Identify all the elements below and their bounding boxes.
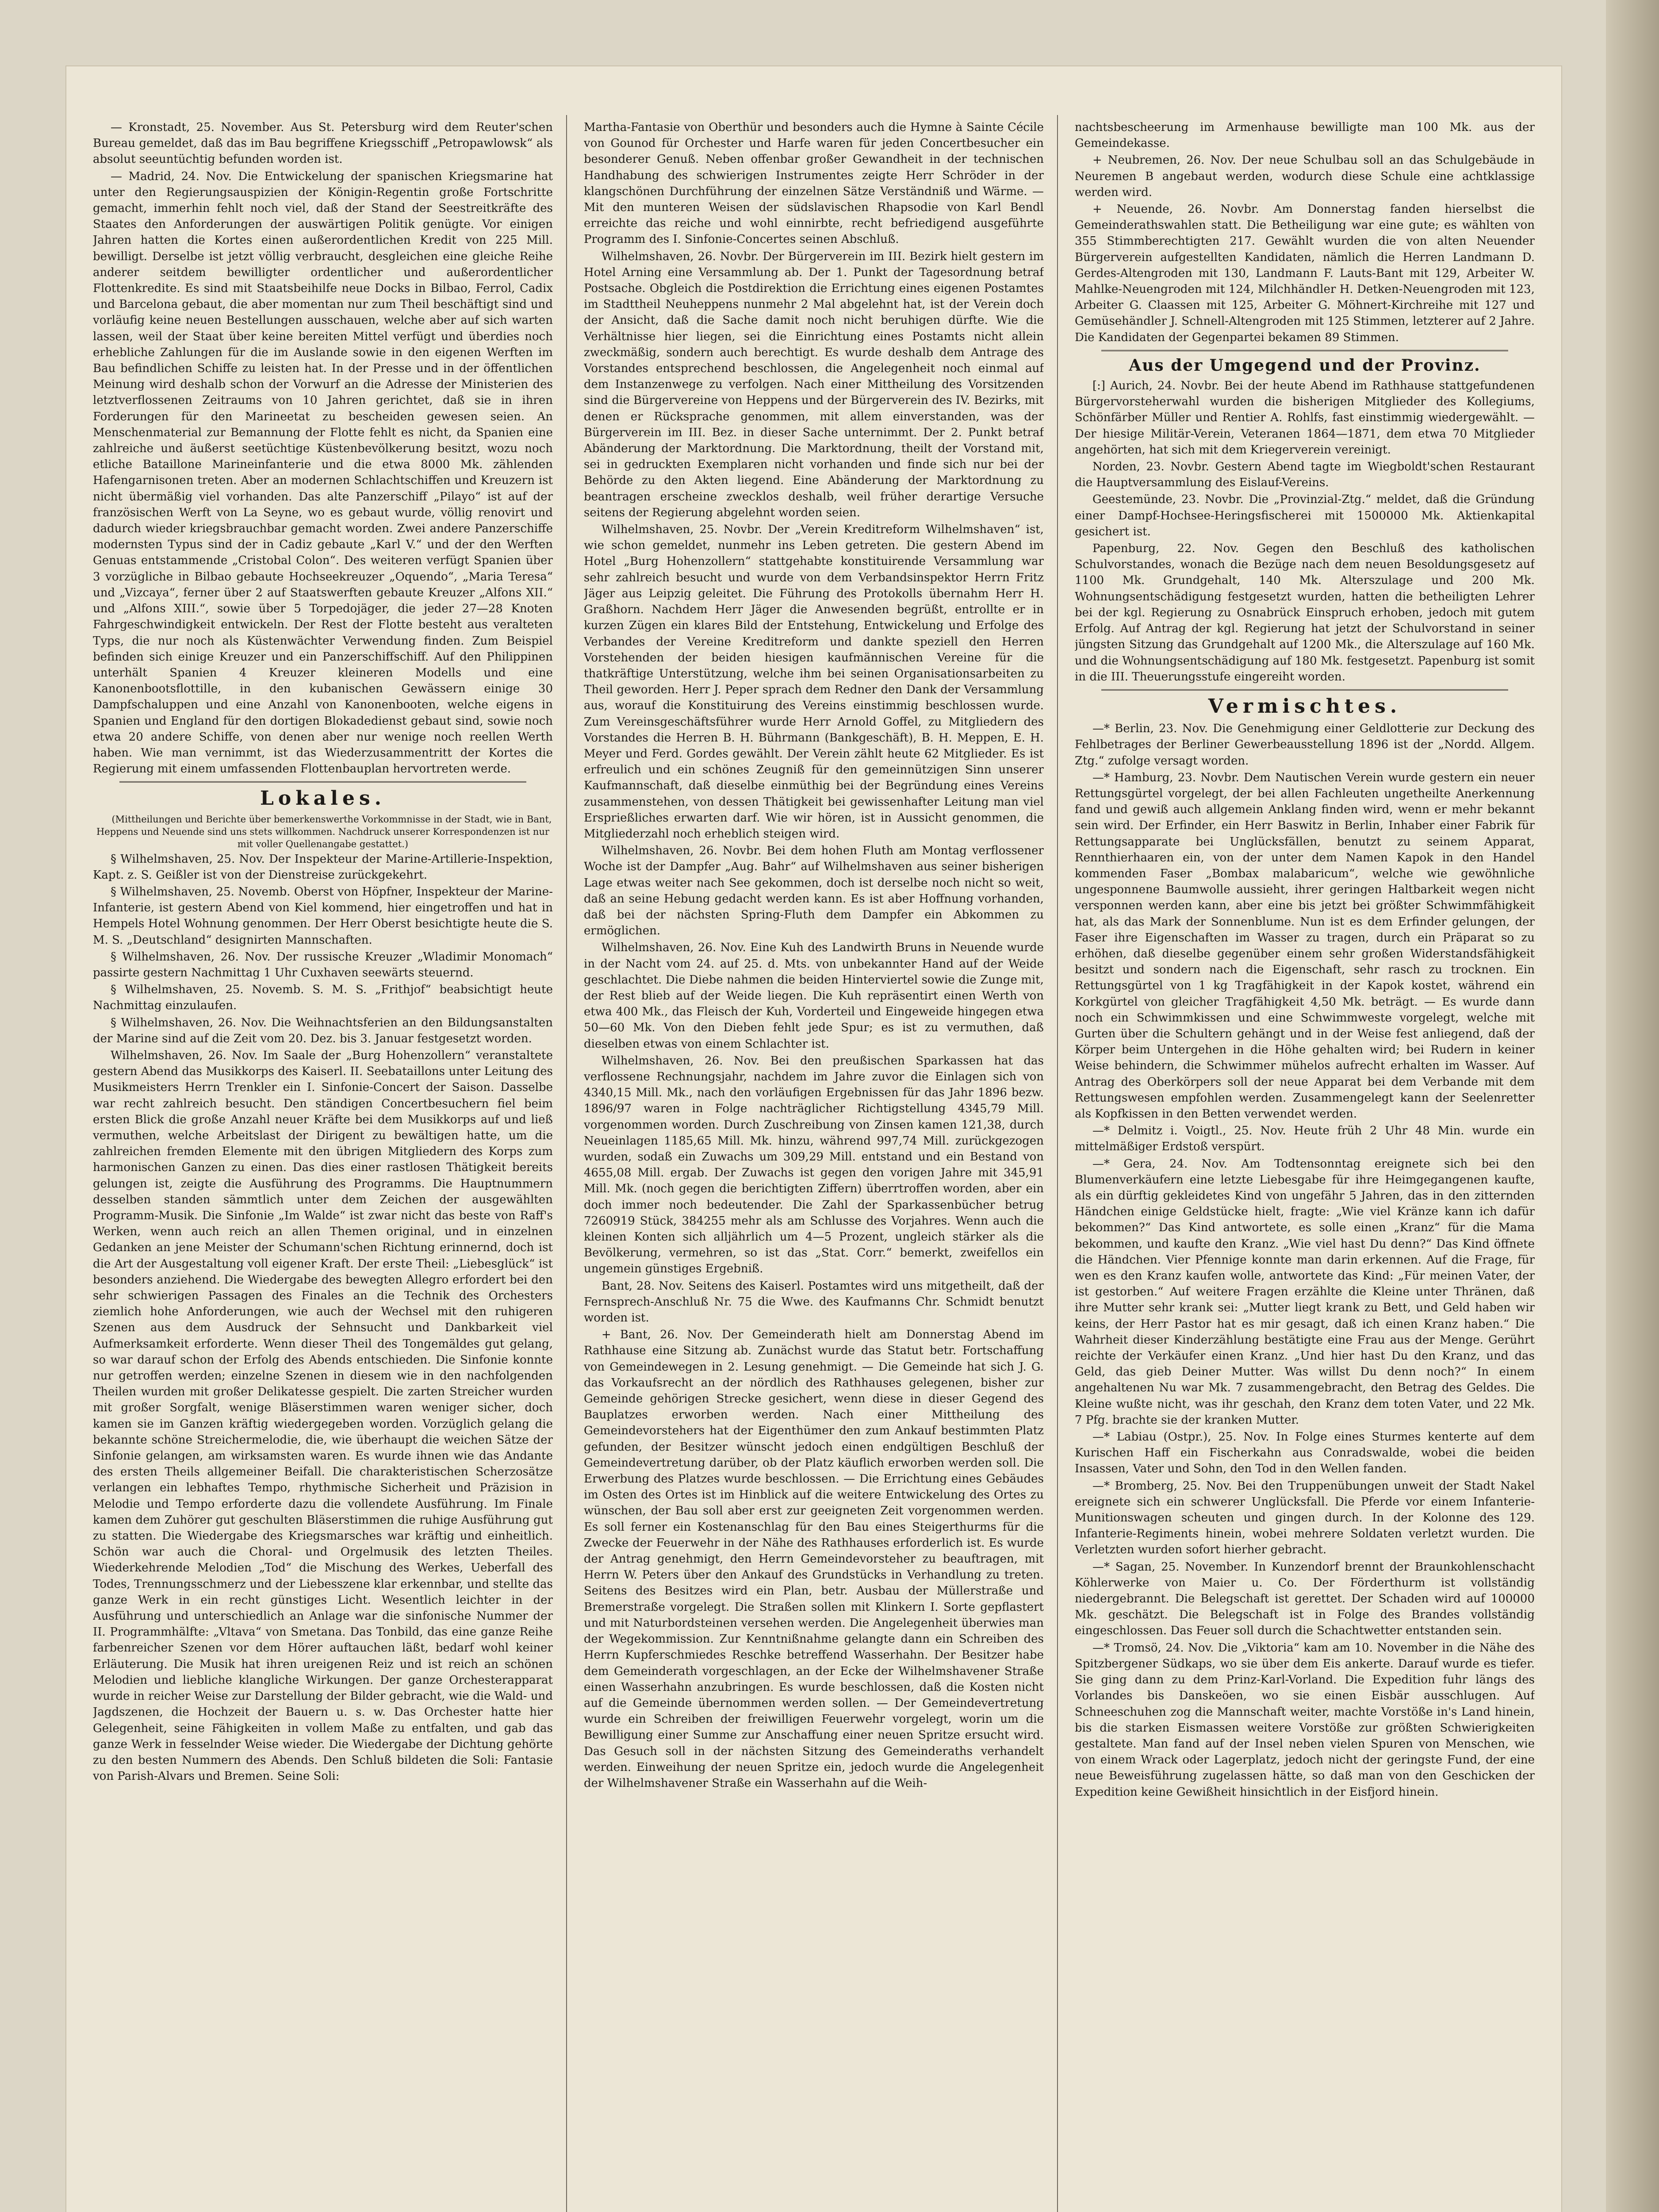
section-note: (Mittheilungen und Berichte über bemerkenswerthe Vorkommnisse in der Stadt, wie in Bant, Heppens und Neuende sind uns stets willkommen. Nachdruck unserer Korrespondenzen ist nur mit voller Quellenangabe gestattet.) xyxy=(96,814,552,849)
article-gera: —* Gera, 24. Nov. Am Todtensonntag ereignete sich bei den Blumenverkäufern eine letzte Liebesgabe für ihre Heimgegangenen kaufte, als ein dürftig gekleidetes Kind von ungefähr 5 Jahren, das in den zitternden Händchen einige Geldstücke hielt, fragte: „Wie viel Kränze kann ich dafür bekommen?“ Das Kind antwortete, es solle einen „Kranz“ für die Mama bekommen, und kaufte den Kranz. „Wie viel hast Du denn?“ Das Kind öffnete die Händchen. Vier Pfennige konnte man darin erkennen. Auf die Frage, für wen es den Kranz kaufen wolle, antwortete das Kind: „Für meinen Vater, der ist gestorben.“ Auf weitere Fragen erzählte die Kleine unter Thränen, daß ihre Mutter sehr krank sei: „Mutter liegt krank zu Bett, und Geld haben wir keins, der Herr Pastor hat es mir gesagt, daß ich einen Kranz haben.“ Die Wahrheit dieser Kinderzählung bestätigte eine Frau aus der Menge. Gerührt reichte der Verkäufer einen Kranz. „Und hier hast Du den Kranz, und das Geld, das gieb Deiner Mutter. Was willst Du denn noch?“ In einem angehaltenen Nu war Mk. 7 zusammengebracht, den Betrag des Geldes. Die Kleine wußte nicht, was ihr geschah, den Kranz dem toten Vater, und 22 Mk. 7 Pfg. brachte sie der kranken Mutter. xyxy=(1075,1157,1535,1427)
article-local: § Wilhelmshaven, 25. Nov. Der Inspekteur der Marine-Artillerie-Inspektion, Kapt. z. S. Geißler ist von der Dienstreise zurückgekehrt. xyxy=(93,852,553,882)
article-madrid: — Madrid, 24. Nov. Die Entwickelung der spanischen Kriegsmarine hat unter den Regierungsauspizien der Königin-Regentin große Fortschritte gemacht, immerhin fehlt noch viel, daß der Stand der Seestreitkräfte des Staates den Anforderungen der auswärtigen Politik genügte. Vor einigen Jahren hatten die Kortes einen außerordentlichen Kredit von 225 Mill. bewilligt. Derselbe ist jetzt völlig verbraucht, desgleichen eine gleiche Reihe anderer seitdem bewilligter ordentlicher und außerordentlicher Flottenkredite. Es sind mit Staatsbeihilfe neue Docks in Bilbao, Ferrol, Cadix und Barcelona gebaut, die aber momentan nur zum Theil beschäftigt sind und vorläufig keine neuen Bestellungen ausschauen, welche aber auf sich warten lassen, weil der Staat über keine bereiten Mittel verfügt und überdies noch erhebliche Zahlungen für die im Auslande sowie in den eigenen Werften im Bau befindlichen Schiffe zu leisten hat. In der Presse und in der öffentlichen Meinung wird deshalb schon der Vorwurf an die Adresse der Ministerien des letztverflossenen Zeitraums von 10 Jahren gerichtet, daß sie in ihren Forderungen für den Marineetat zu bescheiden gewesen seien. An Menschenmaterial zur Bemannung der Flotte fehlt es nicht, da Spanien eine zahlreiche und äußerst seetüchtige Küstenbevölkerung besitzt, wozu noch etliche Bataillone Marineinfanterie und die etwa 8000 Mk. zählenden Hafengarnisonen treten. Aber an modernen Schlachtschiffen und Kreuzern ist nicht übermäßig viel vorhanden. Das alte Panzerschiff „Pilayo“ ist auf der französischen Werft von La Seyne, wo es gebaut wurde, völlig renovirt und dadurch wieder kriegsbrauchbar gemacht worden. Zwei andere Panzerschiffe modernsten Typus sind der in Cadiz gebaute „Karl V.“ und der den Werften Genuas entstammende „Cristobal Colon“. Des weiteren verfügt Spanien über 3 vorzügliche in Bilbao gebaute Hochseekreuzer „Oquendo“, „Maria Teresa“ und „Vizcaya“, ferner über 2 auf Staatswerften gebaute Kreuzer „Alfons XII.“ und „Alfons XIII.“, sowie über 5 Torpedojäger, die jeder 27—28 Knoten Fahrgeschwindigkeit entwickeln. Der Rest der Flotte besteht aus veralteten Typs, die nur noch als Küstenwächter Verwendung finden. Zum Beispiel befinden sich einige Kreuzer und ein Panzerschiffschiff. Auf den Philippinen unterhält Spanien 4 Kreuzer kleineren Modells und eine Kanonenbootsflottille, in den kubanischen Gewässern einige 30 Dampfschaluppen und eine Anzahl von Kanonenbooten, welche eigens in Spanien und England für den dortigen Blokadedienst gebaut sind, sowie noch etwa 20 andere Schiffe, von denen aber nur wenige noch reellen Werth haben. Wie man vernimmt, ist das Wiederzusammentritt der Kortes die Regierung mit einem umfassenden Flottenbauplan hervortreten werde. xyxy=(93,169,553,776)
column-2 xyxy=(584,119,1044,2212)
article-bromberg: —* Bromberg, 25. Nov. Bei den Truppenübungen unweit der Stadt Nakel ereignete sich ein schwerer Unglücksfall. Die Pferde vor einem Infanterie-Munitionswagen scheuten und gingen durch. In der Kolonne des 129. Infanterie-Regiments hinein, wobei mehrere Soldaten verletzt wurden. Die Verletzten wurden sofort hierher gebracht. xyxy=(1075,1479,1535,1557)
article-papenburg: Papenburg, 22. Nov. Gegen den Beschluß des katholischen Schulvorstandes, wonach die Bezüge nach dem neuen Besoldungsgesetz auf 1100 Mk. Grundgehalt, 140 Mk. Alterszulage und 200 Mk. Wohnungsentschädigung festgesetzt wurden, hatten die betheiligten Lehrer bei der kgl. Regierung zu Osnabrück Einspruch erhoben, jedoch mit gutem Erfolg. Auf Antrag der kgl. Regierung hat jetzt der Schulvorstand in seiner jüngsten Sitzung das Grundgehalt auf 1200 Mk., die Alterszulage auf 160 Mk. und die Wohnungsentschädigung auf 180 Mk. festgesetzt. Papenburg ist somit in die III. Theuerungsstufe eingereiht worden. xyxy=(1075,542,1535,684)
newspaper-page xyxy=(66,66,1561,2212)
page-edge-shadow xyxy=(1606,0,1659,2212)
article-concert: Wilhelmshaven, 26. Nov. Im Saale der „Burg Hohenzollern“ veranstaltete gestern Abend das Musikkorps des Kaiserl. II. Seebataillons unter Leitung des Musikmeisters Herrn Trenkler ein I. Sinfonie-Concert der Saison. Dasselbe war recht zahlreich besucht. Den ständigen Concertbesuchern fiel beim ersten Blick die große Anzahl neuer Kräfte bei dem Musikkorps auf und ließ vermuthen, welche Arbeitslast der Dirigent zu bewältigen hatte, um die zahlreichen fremden Elemente mit den übrigen Mitgliedern des Korps zum harmonischen Ganzen zu einen. Das dies einer rastlosen Thätigkeit bereits gelungen ist, zeigte die Ausführung des Programms. Die Hauptnummern desselben standen sämmtlich unter dem Zeichen der ausgewählten Programm-Musik. Die Sinfonie „Im Walde“ ist zwar nicht das beste von Raff's Werken, wenn auch reich an allen Themen original, und in einzelnen Gedanken an jene Meister der Schumann'schen Richtung erinnernd, doch ist die Art der Ausgestaltung voll eigener Kraft. Der erste Theil: „Liebesglück“ ist besonders anziehend. Die Wiedergabe des bewegten Allegro erfordert bei den sehr schwierigen Passagen des Finales an die Technik des Orchesters ziemlich hohe Anforderungen, wie auch der Wechsel mit den ruhigeren Szenen aus dem Ausdruck der Sehnsucht und Dankbarkeit viel Aufmerksamkeit erforderte. Wenn dieser Theil des Tongemäldes gut gelang, so war darauf schon der Erfolg des Abends entschieden. Die Sinfonie konnte nur getroffen werden; einzelne Szenen in diesem wie in den nachfolgenden Theilen wurden mit großer Delikatesse gespielt. Die zarten Streicher wurden mit großer Sorgfalt, wenige Bläserstimmen waren weniger sicher, doch kamen sie im Ganzen kräftig wiedergegeben worden. Vorzüglich gelang die bekannte schöne Streichermelodie, die, wie überhaupt die weichen Sätze der Sinfonie gelangen, am wirksamsten waren. Es wurde ihnen wie das Andante des ersten Theils allgemeiner Beifall. Die charakteristischen Scherzosätze verlangen ein lebhaftes Tempo, rhythmische Sicherheit und Präzision in Melodie und Tempo erforderte dazu die vollendete Ausführung. Im Finale kamen dem Zuhörer gut geschulten Bläserstimmen die ruhige Ausführung gut zu statten. Die Wiedergabe des Kriegsmarsches war kräftig und einheitlich. Schön war auch die Choral- und Orgelmusik des letzten Theiles. Wiederkehrende Melodien „Tod“ die Mischung des Werkes, Ueberfall des Todes, Trennungsschmerz und der Liebesszene klar erkennbar, und stellte das ganze Werk in ein recht günstiges Licht. Wesentlich leichter in der Ausführung und unterschiedlich an Anlage war die sinfonische Nummer der II. Programmhälfte: „Vltava“ von Smetana. Das Tonbild, das eine ganze Reihe farbenreicher Szenen vor dem Hörer auftauchen läßt, bedarf wohl keiner Erläuterung. Die Musik hat ihren ureigenen Reiz und ist reich an schönen Melodien und liebliche klangliche Wirkungen. Der ganze Orchesterapparat wurde in reicher Weise zur Darstellung der Bilder gebracht, wie die Wald- und Jagdszenen, die Hochzeit der Bauern u. s. w. Das Orchester hatte hier Gelegenheit, seine Fähigkeiten in vollem Maße zu entfalten, und gab das ganze Werk in fesselnder Weise wieder. Die Wiedergabe der Dichtung gehörte zu den besten Nummern des Abends. Den Schluß bildeten die Soli: Fantasie von Parish-Alvars und Bremen. Seine Soli: xyxy=(93,1048,553,1783)
column-1 xyxy=(93,119,553,2212)
article-hamburg: —* Hamburg, 23. Novbr. Dem Nautischen Verein wurde gestern ein neuer Rettungsgürtel vorgelegt, der bei allen Fachleuten ungetheilte Anerkennung fand und gewiß auch allgemein Anklang finden wird, wenn er mehr bekannt sein wird. Der Erfinder, ein Herr Baswitz in Berlin, Inhaber einer Fabrik für Rettungsapparate bei Unglücksfällen, benutzt zu seinem Apparat, Rennthierhaaren ein, von der unter dem Namen Kapok in den Handel kommenden Faser „Bombax malabaricum“, welche wie gewöhnliche ungesponnene Baumwolle aussieht, ihrer geringen Haltbarkeit wegen nicht versponnen werden kann, aber eine bis jetzt bei größter Schwimmfähigkeit hat, als das Mark der Sonnenblume. Nun ist es dem Erfinder gelungen, der Faser ihre Eigenschaften im Wasser zu tragen, durch ein Präparat so zu erhöhen, daß dieselbe gegenüber einem sehr großen Widerstandsfähigkeit besitzt und sondern nach die Eigenschaft, sehr rasch zu trocknen. Ein Rettungsgürtel von 1 kg Tragfähigkeit in der Kapok kostet, während ein Korkgürtel von gleicher Tragfähigkeit 4,50 Mk. beträgt. — Es wurde dann noch ein Schwimmkissen und eine Schwimmweste vorgelegt, welche mit Gurten über die Schultern gehängt und in der Weise fest anliegend, daß der Körper beim Untergehen in die Höhe gehalten wird; bei Rudern in keiner Weise behindern, die Schwimmer mühelos aufrecht erhalten im Wasser. Auf Antrag des Oberkörpers soll der neue Apparat bei dem Verbande mit dem Rettungswesen empfohlen werden. Zusammengelegt kann der Seelenretter als Kopfkissen in den Betten verwendet werden. xyxy=(1075,771,1535,1121)
column-divider xyxy=(566,115,567,2212)
article-bant-post: Bant, 28. Nov. Seitens des Kaiserl. Postamtes wird uns mitgetheilt, daß der Fernsprech-Anschluß Nr. 75 die Wwe. des Kaufmanns Chr. Schmidt benutzt worden ist. xyxy=(584,1279,1044,1325)
article-local: § Wilhelmshaven, 25. Novemb. Oberst von Höpfner, Inspekteur der Marine-Infanterie, ist gestern Abend von Kiel kommend, hier eingetroffen und hat in Hempels Hotel Wohnung genommen. Der Herr Oberst besichtigte heute die S. M. S. „Deutschland“ designirten Mannschaften. xyxy=(93,885,553,947)
article-bant-gemeinderath: + Bant, 26. Nov. Der Gemeinderath hielt am Donnerstag Abend im Rathhause eine Sitzung ab. Zunächst wurde das Statut betr. Fortschaffung von Gemeindewegen in 2. Lesung genehmigt. — Die Gemeinde hat sich J. G. das Vorkaufsrecht an der nördlich des Rathhauses gelegenen, bisher zur Gemeinde gehörigen Strecke gesichert, wenn diese in dieser Gegend des Bauplatzes erworben werden. Nach einer Mittheilung des Gemeindevorstehers hat der Eigenthümer den zum Ankauf bestimmten Platz gefunden, der Besitzer wünscht jedoch einen endgültigen Beschluß der Gemeindevertretung darüber, ob der Platz käuflich erworben werden soll. Die Erwerbung des Platzes wurde beschlossen. — Die Errichtung eines Gebäudes im Osten des Ortes ist im Hinblick auf die weitere Entwickelung des Ortes zu wünschen, der Bau soll aber erst zur geeigneten Zeit vorgenommen werden. Es soll ferner ein Kostenanschlag für den Bau eines Steigerthurms für die Zwecke der Feuerwehr in der Nähe des Rathhauses erforderlich ist. Es wurde der Antrag genehmigt, den Herrn Gemeindevorsteher zu beauftragen, mit Herrn W. Peters über den Ankauf des Grundstücks in Verhandlung zu treten. Seitens des Besitzes wird ein Plan, betr. Ausbau der Müllerstraße und Bremerstraße vorgelegt. Die Straßen sollen mit Klinkern I. Sorte gepflastert und mit Naturbordsteinen versehen werden. Die Angelegenheit überwies man der Wegekommission. Zur Kenntnißnahme gelangte dann ein Schreiben des Herrn Kupferschmiedes Reschke betreffend Wasserhahn. Der Besitzer habe dem Gemeinderath vorgeschlagen, an der Ecke der Wilhelmshavener Straße einen Wasserhahn anzubringen. Es wurde beschlossen, daß die Kosten nicht auf die Gemeinde übernommen werden sollen. — Der Gemeindevertretung wurde ein Schreiben der freiwilligen Feuerwehr vorgelegt, worin um die Bewilligung einer Summe zur Anschaffung einer neuen Spritze ersucht wird. Das Gesuch soll in der nächsten Sitzung des Gemeinderaths verhandelt werden. Einweihung der neuen Spritze ein, jedoch wurde die Angelegenheit der Wilhelmshavener Straße ein Wasserhahn auf die Weih- xyxy=(584,1328,1044,1790)
article-local: § Wilhelmshaven, 26. Nov. Die Weihnachtsferien an den Bildungsanstalten der Marine sind auf die Zeit vom 20. Dez. bis 3. Januar festgesetzt worden. xyxy=(93,1016,553,1045)
article-geestemuende: Geestemünde, 23. Novbr. Die „Provinzial-Ztg.“ meldet, daß die Gründung einer Dampf-Hochsee-Heringsfischerei mit 1500000 Mk. Aktienkapital gesichert ist. xyxy=(1075,493,1535,538)
article-berlin: —* Berlin, 23. Nov. Die Genehmigung einer Geldlotterie zur Deckung des Fehlbetrages der Berliner Gewerbeausstellung 1896 ist der „Nordd. Allgem. Ztg.“ zufolge versagt worden. xyxy=(1075,722,1535,768)
article-aurich: [:] Aurich, 24. Novbr. Bei der heute Abend im Rathhause stattgefundenen Bürgervorsteherwahl wurden die bisherigen Mitglieder des Kollegiums, Schönfärber Müller und Rentier A. Rohlfs, fast einstimmig wiedergewählt. — Der hiesige Militär-Verein, Veteranen 1864—1871, dem etwa 70 Mitglieder angehörten, hat sich mit dem Kriegerverein vereinigt. xyxy=(1075,379,1535,457)
column-divider xyxy=(1057,115,1058,2212)
article-buergerverein: Wilhelmshaven, 26. Novbr. Der Bürgerverein im III. Bezirk hielt gestern im Hotel Arning eine Versammlung ab. Der 1. Punkt der Tagesordnung betraf Postsache. Obgleich die Postdirektion die Errichtung eines eigenen Postamtes im Stadttheil Neuheppens nunmehr 2 Mal abgelehnt hat, ist der Verein doch der Ansicht, daß die Sache damit noch nicht beruhigen dürfte. Wie die Verhältnisse hier liegen, sei die Einrichtung eines Postamts nicht allein zweckmäßig, sondern auch berechtigt. Es wurde deshalb dem Antrage des Vorstandes entsprechend beschlossen, die Angelegenheit noch einmal auf dem Instanzenwege zu verfolgen. Nach einer Mittheilung des Vorsitzenden sind die Bürgervereine von Heppens und der Bürgerverein des IV. Bezirks, mit denen er Rücksprache genommen, mit allem einverstanden, was der Bürgerverein im III. Bez. in dieser Sache unternimmt. Der 2. Punkt betraf Abänderung der Marktordnung. Die Marktordnung, theilt der Vorstand mit, sei in gedruckten Exemplaren nicht vorhanden und finde sich nur bei der Behörde zu den Akten liegend. Eine Abänderung der Marktordnung zu beantragen erscheine zwecklos deshalb, weil früher derartige Versuche seitens der Regierung abgelehnt worden seien. xyxy=(584,250,1044,519)
section-rule xyxy=(119,781,526,783)
article-neubremen: + Neubremen, 26. Nov. Der neue Schulbau soll an das Schulgebäude in Neuremen B angebaut werden, wodurch diese Schule eine achtklassige werden wird. xyxy=(1075,154,1535,199)
article-kuh: Wilhelmshaven, 26. Nov. Eine Kuh des Landwirth Bruns in Neuende wurde in der Nacht vom 24. auf 25. d. Mts. von unbekannter Hand auf der Weide geschlachtet. Die Diebe nahmen die beiden Hinterviertel sowie die Zunge mit, der Rest blieb auf der Weide liegen. Die Kuh repräsentirt einen Werth von etwa 400 Mk., das Fleisch der Kuh, Vorderteil und Eingeweide hingegen etwa 50—60 Mk. Von den Dieben fehlt jede Spur; es ist zu vermuthen, daß dieselben etwas von einem Schlachter ist. xyxy=(584,941,1044,1051)
article-concert-cont: Martha-Fantasie von Oberthür und besonders auch die Hymne à Sainte Cécile von Gounod für Orchester und Harfe waren für jeden Concertbesucher ein besonderer Genuß. Neben offenbar großer Gewandheit in der technischen Handhabung des schwierigen Instrumentes zeigte Herr Schröder in der klangschönen Durchführung der einzelnen Sätze Verständniß und Wärme. — Mit den munteren Weisen der südslavischen Rhapsodie von Karl Bendl erreichte das reiche und wohl einnirbte, recht befriedigend ausgeführte Programm des I. Sinfonie-Concertes seinen Abschluß. xyxy=(584,121,1044,246)
section-heading-lokales: Lokales. xyxy=(260,787,386,810)
section-heading-vermischtes: Vermischtes. xyxy=(1208,695,1402,718)
article-bant-cont: nachtsbescheerung im Armenhause bewilligte man 100 Mk. aus der Gemeindekasse. xyxy=(1075,121,1535,150)
article-local: § Wilhelmshaven, 25. Novemb. S. M. S. „Frithjof“ beabsichtigt heute Nachmittag einzulaufen. xyxy=(93,983,553,1013)
article-kreditreform: Wilhelmshaven, 25. Novbr. Der „Verein Kreditreform Wilhelmshaven“ ist, wie schon gemeldet, nunmehr ins Leben getreten. Die gestern Abend im Hotel „Burg Hohenzollern“ stattgehabte konstituirende Versammlung war sehr zahlreich besucht und wurde von dem Verbandsinspektor Herrn Fritz Jäger aus Leipzig geleitet. Die Führung des Protokolls übernahm Herr H. Graßhorn. Nachdem Herr Jäger die Anwesenden begrüßt, entrollte er in kurzen Zügen ein klares Bild der Entstehung, Entwickelung und Erfolge des Verbandes der Vereine Kreditreform und dankte speziell den Herren Vorstehenden der beiden hiesigen kaufmännischen Vereine für die thatkräftige Unterstützung, welche ihm bei seinen Organisationsarbeiten zu Theil geworden. Herr J. Peper sprach dem Redner den Dank der Versammlung aus, worauf die Konstituirung des Vereins einstimmig beschlossen wurde. Zum Vereinsgeschäftsführer wurde Herr Arnold Goffel, zu Mitgliedern des Vorstandes die Herren B. H. Bührmann (Bankgeschäft), B. H. Meppen, E. H. Meyer und Ferd. Gordes gewählt. Der Verein zählt heute 62 Mitglieder. Es ist erfreulich und ein schönes Zeugniß für den gemeinnützigen Sinn unserer Kaufmannschaft, daß dieselbe einmüthig bei der Begründung eines Vereins zusammenstehen, von dessen Thätigkeit bei gewissenhafter Leitung man viel Ersprießliches erwarten darf. Wie wir hören, ist in Aussicht genommen, die Mitgliederzahl noch erheblich steigen wird. xyxy=(584,523,1044,841)
article-labiau: —* Labiau (Ostpr.), 25. Nov. In Folge eines Sturmes kenterte auf dem Kurischen Haff ein Fischerkahn aus Conradswalde, wobei die beiden Insassen, Vater und Sohn, den Tod in den Wellen fanden. xyxy=(1075,1430,1535,1476)
article-tromsoe: —* Tromsö, 24. Nov. Die „Viktoria“ kam am 10. November in die Nähe des Spitzbergener Südkaps, wo sie über dem Eis ankerte. Darauf wurde es tiefer. Sie ging dann zu dem Prinz-Karl-Vorland. Die Expedition fuhr längs des Vorlandes bis Danskeöen, wo sie einen Eisbär ausschlugen. Auf Schneeschuhen zog die Mannschaft weiter, machte Vorstöße in's Land hinein, bis die starken Eismassen weitere Vorstöße zur größten Schwierigkeiten gestaltete. Man fand auf der Insel neben vielen Spuren von Menschen, wie von einem Wrack oder Lagerplatz, jedoch nicht der geringste Fund, der eine neue Beweisführung zugelassen hätte, so daß man von den Geschicken der Expedition keine Gewißheit hinsichtlich in der Eisfjord hinein. xyxy=(1075,1641,1535,1799)
article-sparkassen: Wilhelmshaven, 26. Nov. Bei den preußischen Sparkassen hat das verflossene Rechnungsjahr, nachdem im Jahre zuvor die Einlagen sich von 4340,15 Mill. Mk., nach den vorläufigen Ergebnissen für das Jahr 1896 bezw. 1896/97 waren in Folge nachträglicher Richtigstellung 4345,79 Mill. vorgenommen worden. Durch Zuschreibung von Zinsen kamen 121,38, durch Neueinlagen 1185,65 Mill. Mk. hinzu, während 997,74 Mill. zurückgezogen wurden, sodaß ein Zuwachs um 309,29 Mill. entstand und ein Bestand von 4655,08 Mill. ergab. Der Zuwachs ist gegen den vorigen Jahre mit 345,91 Mill. Mk. (noch gegen die berichtigten Ziffern) überrtroffen worden, aber ein doch immer noch bedeutender. Die Zahl der Sparkassenbücher betrug 7260919 Stück, 384255 mehr als am Schlusse des Vorjahres. Wenn auch die kleinen Konten sich alljährlich um 4—5 Prozent, ungleich stärker als die Bevölkerung, vermehren, so ist das „Stat. Corr.“ bemerkt, zweifellos ein ungemein günstiges Ergebniß. xyxy=(584,1054,1044,1276)
section-rule xyxy=(1101,689,1508,691)
article-local: § Wilhelmshaven, 26. Nov. Der russische Kreuzer „Wladimir Monomach“ passirte gestern Nachmittag 1 Uhr Cuxhaven seewärts steuernd. xyxy=(93,950,553,979)
section-heading-umgegend: Aus der Umgegend und der Provinz. xyxy=(1129,356,1481,375)
section-rule xyxy=(1101,350,1508,351)
article-norden: Norden, 23. Novbr. Gestern Abend tagte im Wiegboldt'schen Restaurant die Hauptversammlung des Eislauf-Vereins. xyxy=(1075,460,1535,490)
article-kronstadt: — Kronstadt, 25. November. Aus St. Petersburg wird dem Reuter'schen Bureau gemeldet, daß das im Bau begriffene Kriegsschiff „Petropawlowsk“ als absolut seeuntüchtig befunden worden ist. xyxy=(93,121,553,166)
article-delmitz: —* Delmitz i. Voigtl., 25. Nov. Heute früh 2 Uhr 48 Min. wurde ein mittelmäßiger Erdstoß verspürt. xyxy=(1075,1124,1535,1154)
column-3 xyxy=(1075,119,1535,2212)
article-dampfer: Wilhelmshaven, 26. Novbr. Bei dem hohen Fluth am Montag verflossener Woche ist der Dampfer „Aug. Bahr“ auf Wilhelmshaven aus seiner bisherigen Lage etwas weiter nach See gekommen, doch ist derselbe noch nicht so weit, daß an seine Hebung gedacht werden kann. Es ist aber Hoffnung vorhanden, daß bei der nächsten Spring-Fluth dem Dampfer ein Abkommen zu ermöglichen. xyxy=(584,844,1044,938)
article-sagan: —* Sagan, 25. November. In Kunzendorf brennt der Braunkohlenschacht Köhlerwerke von Maier u. Co. Der Förderthurm ist vollständig niedergebrannt. Die Belegschaft ist gerettet. Der Schaden wird auf 100000 Mk. geschätzt. Die Belegschaft ist in Folge des Brandes vollständig eingeschlossen. Das Feuer soll durch die Schachtwetter entstanden sein. xyxy=(1075,1560,1535,1638)
article-neuende: + Neuende, 26. Novbr. Am Donnerstag fanden hierselbst die Gemeinderathswahlen statt. Die Betheiligung war eine gute; es wählten von 355 Stimmberechtigten 217. Gewählt wurden die von alten Neuender Bürgerverein aufgestellten Kandidaten, nämlich die Herren Landmann D. Gerdes-Altengroden mit 130, Landmann F. Lauts-Bant mit 129, Arbeiter W. Mahlke-Neuengroden mit 124, Milchhändler H. Detken-Neuengroden mit 123, Arbeiter G. Claassen mit 125, Arbeiter G. Möhnert-Kirchreihe mit 127 und Gemüsehändler J. Schnell-Altengroden mit 125 Stimmen, letzterer auf 2 Jahre. Die Kandidaten der Gegenpartei bekamen 89 Stimmen. xyxy=(1075,203,1535,344)
